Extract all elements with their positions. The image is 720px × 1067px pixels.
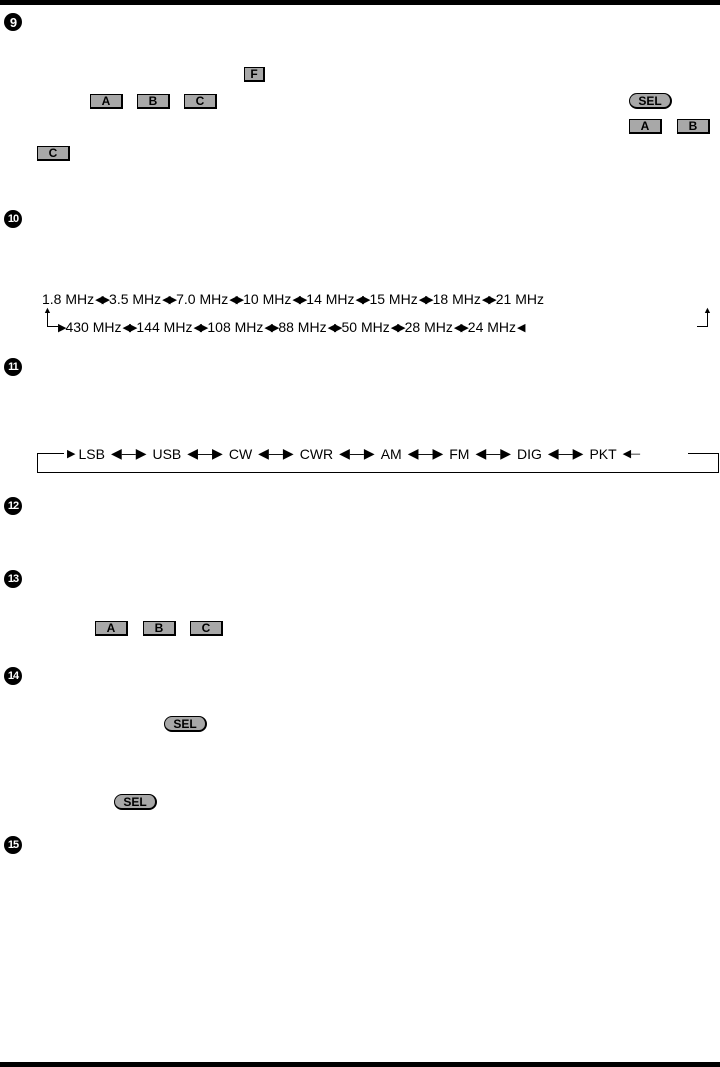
band-label: 10 MHz bbox=[243, 291, 292, 307]
section-marker-9: 9 bbox=[4, 13, 22, 31]
bidirectional-arrow-icon: ◀▶ bbox=[292, 293, 306, 306]
c-key-icon: C bbox=[37, 146, 70, 161]
bidirectional-arrow-icon: ◀▶ bbox=[229, 293, 243, 306]
band-label: 144 MHz bbox=[136, 319, 193, 335]
band-label: 24 MHz bbox=[467, 319, 517, 335]
section-marker-13: 13 bbox=[4, 570, 22, 588]
band-label: 14 MHz bbox=[306, 291, 355, 307]
band-label: 7.0 MHz bbox=[176, 291, 229, 307]
a-key-icon: A bbox=[90, 94, 123, 109]
a-key-icon: A bbox=[629, 119, 662, 134]
band-sequence-row-2 bbox=[57, 319, 525, 335]
mode-label: CW bbox=[228, 445, 253, 462]
bidirectional-arrow-icon: ◀—▶ bbox=[258, 445, 294, 461]
bidirectional-arrow-icon: ◀▶ bbox=[327, 321, 341, 334]
band-label: 3.5 MHz bbox=[109, 291, 162, 307]
bidirectional-arrow-icon: ◀▶ bbox=[122, 321, 136, 334]
bidirectional-arrow-icon: ◀▶ bbox=[95, 293, 109, 306]
bidirectional-arrow-icon: ◀▶ bbox=[162, 293, 176, 306]
band-label: 430 MHz bbox=[65, 319, 122, 335]
bidirectional-arrow-icon: ◀—▶ bbox=[187, 445, 223, 461]
mode-label: CWR bbox=[299, 445, 334, 462]
bidirectional-arrow-icon: ◀▶ bbox=[453, 321, 467, 334]
band-label: 108 MHz bbox=[207, 319, 264, 335]
mode-sequence bbox=[64, 445, 641, 462]
bidirectional-arrow-icon: ◀—▶ bbox=[407, 445, 444, 461]
section-marker-10: 10 bbox=[4, 210, 22, 228]
a-key-icon: A bbox=[95, 621, 128, 636]
band-label: 1.8 MHz bbox=[42, 291, 95, 307]
left-arrow-icon: ◀— bbox=[622, 448, 639, 460]
sel-key-icon: SEL bbox=[164, 716, 207, 732]
up-arrow-icon: ▲ bbox=[43, 305, 52, 315]
mode-loop-left-stub bbox=[37, 453, 67, 454]
band-label: 28 MHz bbox=[404, 319, 453, 335]
mode-label: PKT bbox=[589, 445, 617, 462]
section-marker-14: 14 bbox=[4, 667, 22, 685]
section-marker-12: 12 bbox=[4, 497, 22, 515]
section-marker-15: 15 bbox=[4, 836, 22, 854]
bidirectional-arrow-icon: ◀▶ bbox=[264, 321, 278, 334]
up-arrow-icon: ▲ bbox=[703, 305, 712, 315]
bidirectional-arrow-icon: ◀▶ bbox=[355, 293, 369, 306]
mode-label: AM bbox=[380, 445, 402, 462]
mode-loop-right-stub bbox=[688, 453, 718, 454]
bidirectional-arrow-icon: ◀▶ bbox=[390, 321, 404, 334]
left-arrow-icon: ◀ bbox=[517, 321, 524, 334]
band-sequence-row-1 bbox=[42, 291, 544, 307]
band-label: 88 MHz bbox=[278, 319, 327, 335]
top-rule bbox=[0, 0, 720, 5]
band-label: 21 MHz bbox=[495, 291, 544, 307]
section-marker-11: 11 bbox=[4, 358, 22, 376]
b-key-icon: B bbox=[137, 94, 170, 109]
bidirectional-arrow-icon: ◀—▶ bbox=[110, 445, 147, 461]
sel-key-icon: SEL bbox=[114, 794, 157, 810]
mode-label: DIG bbox=[517, 445, 542, 462]
c-key-icon: C bbox=[190, 621, 223, 636]
c-key-icon: C bbox=[184, 94, 217, 109]
f-key-icon: F bbox=[244, 67, 265, 82]
band-label: 18 MHz bbox=[432, 291, 481, 307]
b-key-icon: B bbox=[677, 119, 710, 134]
b-key-icon: B bbox=[143, 621, 176, 636]
mode-label: LSB bbox=[78, 445, 105, 462]
bidirectional-arrow-icon: ◀▶ bbox=[193, 321, 207, 334]
bidirectional-arrow-icon: ◀—▶ bbox=[547, 445, 584, 461]
band-label: 50 MHz bbox=[341, 319, 390, 335]
right-arrow-icon: ▶ bbox=[67, 448, 74, 460]
mode-label: FM bbox=[449, 445, 470, 462]
bottom-rule bbox=[0, 1062, 720, 1067]
bidirectional-arrow-icon: ◀—▶ bbox=[475, 445, 511, 461]
sel-key-icon: SEL bbox=[629, 93, 672, 109]
bidirectional-arrow-icon: ◀▶ bbox=[481, 293, 495, 306]
bidirectional-arrow-icon: ◀▶ bbox=[418, 293, 432, 306]
band-label: 15 MHz bbox=[369, 291, 418, 307]
right-arrow-icon: ▶ bbox=[58, 321, 65, 334]
mode-label: USB bbox=[152, 445, 182, 462]
bidirectional-arrow-icon: ◀—▶ bbox=[339, 445, 375, 461]
